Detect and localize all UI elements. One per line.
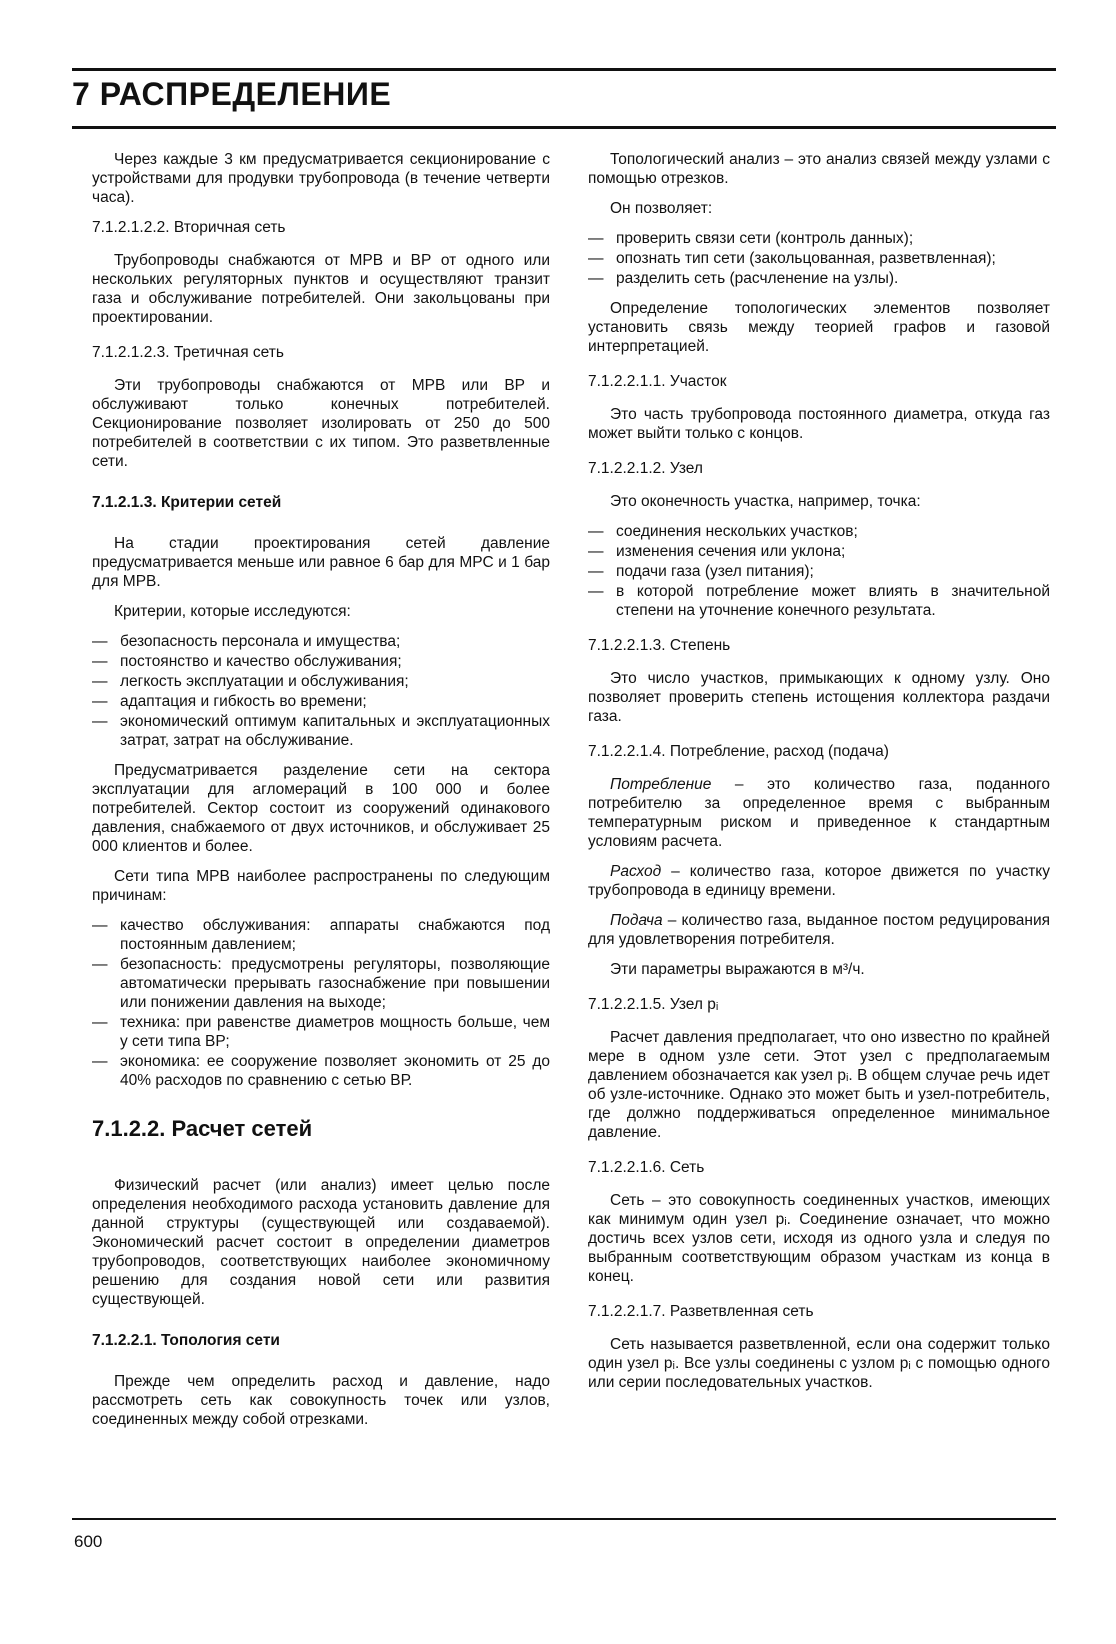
subsection-title: 7.1.2.2.1.4. Потребление, расход (подача)	[588, 743, 889, 760]
list-item: — соединения нескольких участков;	[588, 522, 1050, 541]
title-rule	[72, 126, 1056, 129]
page-number: 600	[74, 1532, 103, 1551]
paragraph: Эти параметры выражаются в м³/ч.	[610, 961, 865, 978]
list-item: — изменения сечения или уклона;	[588, 542, 1050, 561]
list-item: — подачи газа (узел питания);	[588, 562, 1050, 581]
top-rule	[72, 68, 1056, 71]
list-item: — экономический оптимум капитальных и эксплуатационных затрат, затрат на обслуживание.	[92, 712, 550, 750]
term: Подача	[610, 912, 663, 929]
section-heading: 7.1.2.2. Расчет сетей	[92, 1116, 313, 1141]
subsection-title: 7.1.2.2.1.5. Узел pᵢ	[588, 996, 719, 1013]
term: Потребление	[610, 776, 712, 793]
list-item: — опознать тип сети (закольцованная, разветвленная);	[588, 249, 1050, 268]
right-column	[588, 150, 1050, 1403]
list-item: — адаптация и гибкость во времени;	[92, 692, 550, 711]
paragraph: Это оконечность участка, например, точка:	[610, 493, 921, 510]
section-heading: 7.1.2.1.3. Критерии сетей	[92, 494, 282, 511]
left-column	[92, 150, 550, 1440]
subsection-title: 7.1.2.2.1.1. Участок	[588, 373, 727, 390]
list-item: — легкость эксплуатации и обслуживания;	[92, 672, 550, 691]
subsection-title: 7.1.2.2.1.6. Сеть	[588, 1159, 705, 1176]
paragraph: Сеть называется разветвленной, если она содержит только один узел pᵢ. Все узлы соединены с узлом pᵢ с помощью одного или серии последовательных участков.	[588, 1336, 1050, 1391]
subsection-title: 7.1.2.2.1.7. Разветвленная сеть	[588, 1303, 814, 1320]
definition-paragraph	[588, 862, 1050, 900]
paragraph: Он позволяет:	[610, 200, 713, 217]
paragraph: Расчет давления предполагает, что оно известно по крайней мере в одном узле сети. Этот узел с предполагаемым давлением обозначается как узел pᵢ. В общем случае речь идет об узле-источнике. Однако это может быть и узел-потребитель, где должно поддерживаться определенное минимальное давление.	[588, 1029, 1050, 1141]
list-item: — безопасность персонала и имущества;	[92, 632, 550, 651]
definition-paragraph	[588, 911, 1050, 949]
paragraph: Предусматривается разделение сети на сектора эксплуатации для агломераций в 100 000 и более потребителей. Сектор состоит из сооружений одинакового давления, снабжаемого от двух источников, и обслуживает 25 000 клиентов и более.	[92, 762, 550, 855]
list-item: — качество обслуживания: аппараты снабжаются под постоянным давлением;	[92, 916, 550, 954]
bottom-rule	[72, 1518, 1056, 1520]
paragraph: Топологический анализ – это анализ связей между узлами с помощью отрезков.	[588, 151, 1050, 187]
list-item: — постоянство и качество обслуживания;	[92, 652, 550, 671]
list-item: — в которой потребление может влиять в значительной степени на уточнение конечного результата.	[588, 582, 1050, 620]
node-list	[588, 522, 1050, 620]
paragraph: Эти трубопроводы снабжаются от МРВ или ВР и обслуживают только конечных потребителей. Секционирование позволяет изолировать от 250 до 500 потребителей в соответствии с их типом. Это разветвленные сети.	[92, 377, 550, 470]
term: Расход	[610, 863, 662, 880]
subsection-title: 7.1.2.2.1.3. Степень	[588, 637, 731, 654]
paragraph: Физический расчет (или анализ) имеет целью после определения необходимого расхода установить давление для данной структуры (существующей или создаваемой). Экономический расчет состоит в определении диаметров трубопроводов, соответствующих наиболее экономичному решению для создания новой сети или развития существующей.	[92, 1177, 550, 1308]
paragraph: Сети типа МРВ наиболее распространены по следующим причинам:	[92, 868, 550, 904]
list-item: — проверить связи сети (контроль данных);	[588, 229, 1050, 248]
paragraph: Прежде чем определить расход и давление, надо рассмотреть сеть как совокупность точек или узлов, соединенных между собой отрезками.	[92, 1373, 550, 1428]
paragraph: Это число участков, примыкающих к одному узлу. Оно позволяет проверить степень истощения коллектора раздачи газа.	[588, 670, 1050, 725]
mrv-reasons-list	[92, 916, 550, 1090]
paragraph: Определение топологических элементов позволяет установить связь между теорией графов и газовой интерпретацией.	[588, 300, 1050, 355]
subsection-title: 7.1.2.1.2.3. Третичная сеть	[92, 344, 284, 361]
list-item: — экономика: ее сооружение позволяет экономить от 25 до 40% расходов по сравнению с сетью ВР.	[92, 1052, 550, 1090]
paragraph: Сеть – это совокупность соединенных участков, имеющих как минимум один узел pᵢ. Соединение означает, что можно достичь всех узлов сети, исходя из одного узла и следуя по выбранным соответствующим образом участкам из конца в конец.	[588, 1192, 1050, 1285]
paragraph: На стадии проектирования сетей давление предусматривается меньше или равное 6 бар для МРС и 1 бар для МРВ.	[92, 535, 550, 590]
definition-text: – количество газа, которое движется по участку трубопровода в единицу времени.	[588, 863, 1050, 899]
paragraph: Через каждые 3 км предусматривается секционирование с устройствами для продувки трубопровода (в течение четверти часа).	[92, 151, 550, 206]
paragraph: Критерии, которые исследуются:	[114, 603, 351, 620]
topology-list	[588, 229, 1050, 288]
paragraph: Трубопроводы снабжаются от МРВ и ВР от одного или нескольких регуляторных пунктов и осуществляют транзит газа и обслуживание потребителей. Они закольцованы при проектировании.	[92, 252, 550, 326]
criteria-list	[92, 632, 550, 750]
definition-text: – это количество газа, поданного потребителю за определенное время с выбранным температурным риском и приведенное к стандартным условиям расчета.	[588, 776, 1050, 850]
chapter-title: 7 РАСПРЕДЕЛЕНИЕ	[72, 76, 392, 112]
subsection-title: 7.1.2.2.1.2. Узел	[588, 460, 703, 477]
subsection-title: 7.1.2.1.2.2. Вторичная сеть	[92, 219, 286, 236]
definition-text: – количество газа, выданное постом редуцирования для удовлетворения потребителя.	[588, 912, 1050, 948]
list-item: — разделить сеть (расчленение на узлы).	[588, 269, 1050, 288]
list-item: — безопасность: предусмотрены регуляторы, позволяющие автоматически прерывать газоснабжение при повышении или понижении давления на выходе;	[92, 955, 550, 1012]
paragraph: Это часть трубопровода постоянного диаметра, откуда газ может выйти только с концов.	[588, 406, 1050, 442]
section-heading: 7.1.2.2.1. Топология сети	[92, 1332, 280, 1349]
definition-paragraph	[588, 775, 1050, 851]
list-item: — техника: при равенстве диаметров мощность больше, чем у сети типа ВР;	[92, 1013, 550, 1051]
